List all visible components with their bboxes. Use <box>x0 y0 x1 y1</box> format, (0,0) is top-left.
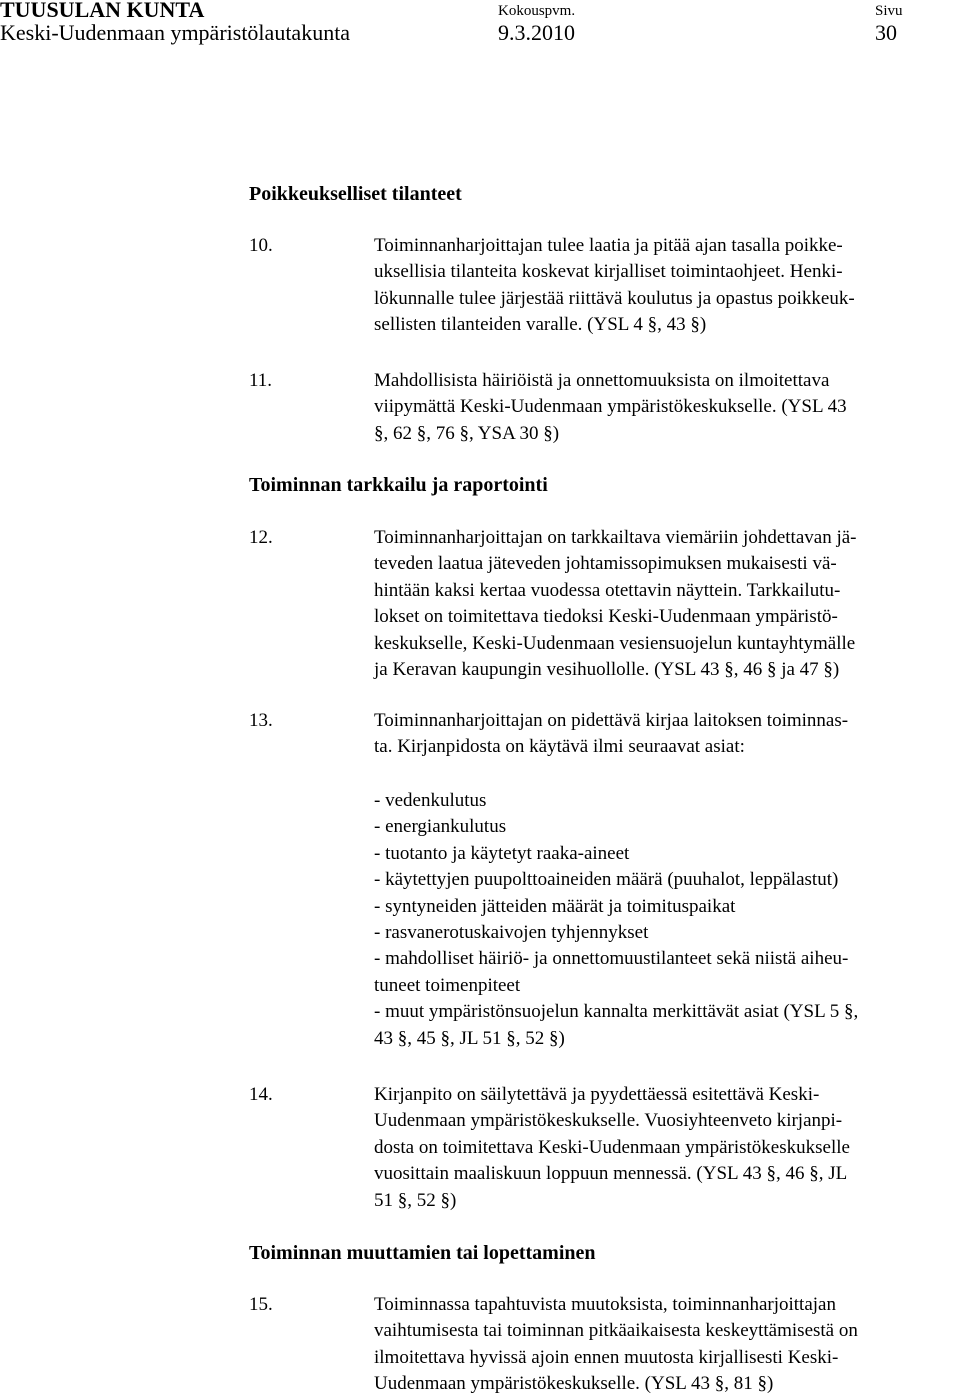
meeting-date: 9.3.2010 <box>498 20 575 45</box>
text-line: dosta on toimitettava Keski-Uudenmaan ympäristökeskukselle <box>374 1136 850 1158</box>
section-heading-monitoring: Toiminnan tarkkailu ja raportointi <box>249 474 548 496</box>
text-line: Kirjanpito on säilytettävä ja pyydettäessä esitettävä Keski- <box>374 1084 820 1105</box>
text-line: Uudenmaan ympäristökeskukselle. Vuosiyhteenveto kirjanpi- <box>374 1110 843 1132</box>
text-line: hintään kaksi kertaa vuodessa otettavin näyttein. Tarkkailutu- <box>374 579 841 601</box>
paragraph-number: 14. <box>249 1084 273 1105</box>
text-line: 51 §, 52 §) <box>374 1189 457 1211</box>
page-number: 30 <box>875 20 897 45</box>
text-line: vuosittain maaliskuun loppuun mennessä. (YSL 43 §, 46 §, JL <box>374 1163 848 1185</box>
organization-name: TUUSULAN KUNTA <box>0 0 205 22</box>
paragraph-number: 15. <box>249 1294 273 1315</box>
text-line: Toiminnanharjoittajan on tarkkailtava viemäriin johdettavan jä- <box>374 527 857 548</box>
list-item: - syntyneiden jätteiden määrät ja toimituspaikat <box>374 895 736 917</box>
paragraph-text <box>374 525 960 683</box>
paragraph-number: 11. <box>249 370 273 391</box>
text-line: lökunnalle tulee järjestää riittävä koulutus ja opastus poikkeuk- <box>374 287 855 309</box>
text-line: lokset on toimitettava tiedoksi Keski-Uudenmaan ympäristö- <box>374 606 838 628</box>
paragraph-text <box>374 1082 960 1214</box>
text-line: teveden laatua jäteveden johtamissopimuksen mukaisesti vä- <box>374 553 837 575</box>
text-line: vaihtumisesta tai toiminnan pitkäaikaisesta keskeyttämisestä on <box>374 1320 858 1342</box>
paragraph-text <box>374 708 960 761</box>
paragraph-text <box>374 233 960 339</box>
page-label: Sivu <box>875 3 903 19</box>
text-line: keskukselle, Keski-Uudenmaan vesiensuojelun kuntayhtymälle <box>374 632 856 654</box>
meeting-date-label: Kokouspvm. <box>498 3 576 19</box>
paragraph-number: 13. <box>249 710 273 731</box>
text-line: §, 62 §, 76 §, YSA 30 §) <box>374 422 560 444</box>
paragraph-number: 12. <box>249 527 273 548</box>
text-line: Uudenmaan ympäristökeskukselle. (YSL 43 §, 81 §) <box>374 1373 774 1395</box>
record-keeping-list <box>374 788 960 1052</box>
list-item: - rasvanerotuskaivojen tyhjennykset <box>374 921 649 943</box>
text-line: ilmoitettava hyvissä ajoin ennen muutosta kirjallisesti Keski- <box>374 1346 839 1368</box>
paragraph-number: 10. <box>249 235 273 256</box>
section-heading-exceptional: Poikkeukselliset tilanteet <box>249 183 462 205</box>
text-line: sellisten tilanteiden varalle. (YSL 4 §, 43 §) <box>374 314 707 336</box>
paragraph-text <box>374 368 960 447</box>
paragraph-text <box>374 1292 960 1398</box>
list-item: - muut ympäristönsuojelun kannalta merkittävät asiat (YSL 5 §, <box>374 1001 859 1023</box>
text-line: ja Keravan kaupungin vesihuollolle. (YSL 43 §, 46 § ja 47 §) <box>374 658 840 680</box>
text-line: Toiminnanharjoittajan tulee laatia ja pitää ajan tasalla poikke- <box>374 235 843 256</box>
text-line: viipymättä Keski-Uudenmaan ympäristökeskukselle. (YSL 43 <box>374 396 847 418</box>
text-line: Toiminnanharjoittajan on pidettävä kirjaa laitoksen toiminnas- <box>374 710 849 731</box>
text-line: ta. Kirjanpidosta on käytävä ilmi seuraavat asiat: <box>374 736 745 758</box>
list-item: - käytettyjen puupolttoaineiden määrä (puuhalot, leppälastut) <box>374 869 839 891</box>
text-line: uksellisia tilanteita koskevat kirjalliset toimintaohjeet. Henki- <box>374 261 843 283</box>
list-item: - tuotanto ja käytetyt raaka-aineet <box>374 842 630 864</box>
list-item: - vedenkulutus <box>374 790 487 811</box>
list-item: tuneet toimenpiteet <box>374 974 521 996</box>
section-heading-changes: Toiminnan muuttamien tai lopettaminen <box>249 1242 596 1264</box>
text-line: Toiminnassa tapahtuvista muutoksista, toiminnanharjoittajan <box>374 1294 836 1315</box>
text-line: Mahdollisista häiriöistä ja onnettomuuksista on ilmoitettava <box>374 370 830 391</box>
list-item: - mahdolliset häiriö- ja onnettomuustilanteet sekä niistä aiheu- <box>374 948 849 970</box>
board-name: Keski-Uudenmaan ympäristölautakunta <box>0 20 351 45</box>
list-item: 43 §, 45 §, JL 51 §, 52 §) <box>374 1027 565 1049</box>
list-item: - energiankulutus <box>374 816 507 838</box>
